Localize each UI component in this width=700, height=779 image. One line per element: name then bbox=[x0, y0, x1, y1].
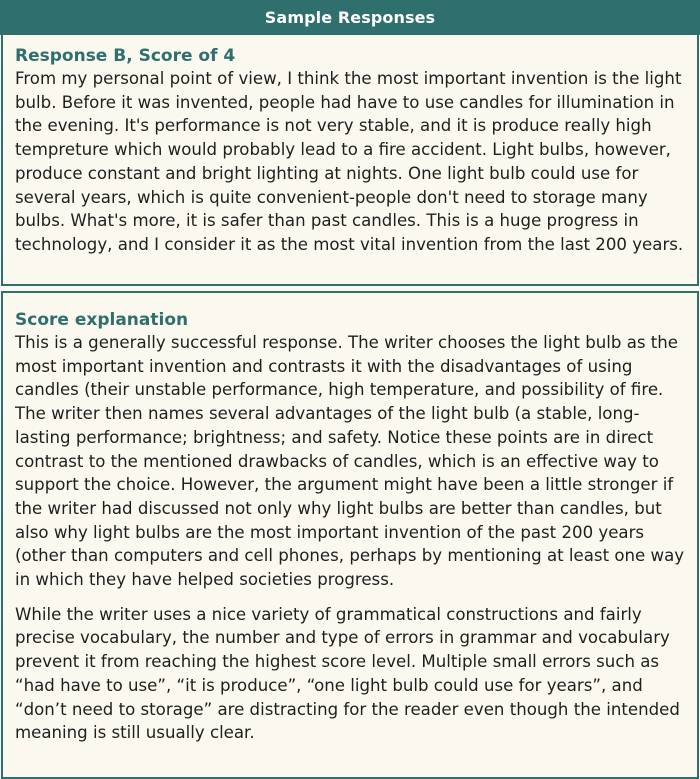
response-title: Response B, Score of 4 bbox=[15, 46, 236, 66]
explanation-paragraph-1: This is a generally successful response. The writer chooses the light bulb as the most important invention and contrasts it with the disadvantages of using candles (their unstable performance, high temperature, and possibility of fire. The writer then names several advantages of the light bulb (a stable, long-lasting performance; brightness; and safety. Notice these points are in direct contrast to the mentioned drawbacks of candles, which is an effective way to support the choice. However, the argument might have been a little stronger if the writer had discussed not only why light bulbs are better than candles, but also why light bulbs are the most important invention of the past 200 years (other than computers and cell phones, perhaps by mentioning at least one way in which they have helped societies progress. bbox=[15, 333, 685, 590]
response-panel bbox=[1, 35, 699, 286]
explanation-panel bbox=[1, 291, 699, 779]
header-bar bbox=[0, 0, 700, 35]
explanation-paragraph-2: While the writer uses a nice variety of grammatical constructions and fairly precise vocabulary, the number and type of errors in grammar and vocabulary prevent it from reaching the highest score level. Multiple small errors such as “had have to use”, “it is produce”, “one light bulb could use for years”, and “don’t need to storage” are distracting for the reader even though the intended meaning is still usually clear. bbox=[15, 604, 680, 743]
header-title: Sample Responses bbox=[264, 8, 436, 27]
explanation-title: Score explanation bbox=[15, 310, 189, 330]
response-text: From my personal point of view, I think the most important invention is the light bulb. Before it was invented, people had have to use candles for illumination in the evening. It's performance is not very stable, and it is produce really high tempreture which would probably lead to a fire accident. Light bulbs, however, produce constant and bright lighting at nights. One light bulb could use for several years, which is quite convenient-people don't need to storage many bulbs. What's more, it is safer than past candles. This is a huge progress in technology, and I consider it as the most vital invention from the last 200 years. bbox=[15, 69, 684, 254]
